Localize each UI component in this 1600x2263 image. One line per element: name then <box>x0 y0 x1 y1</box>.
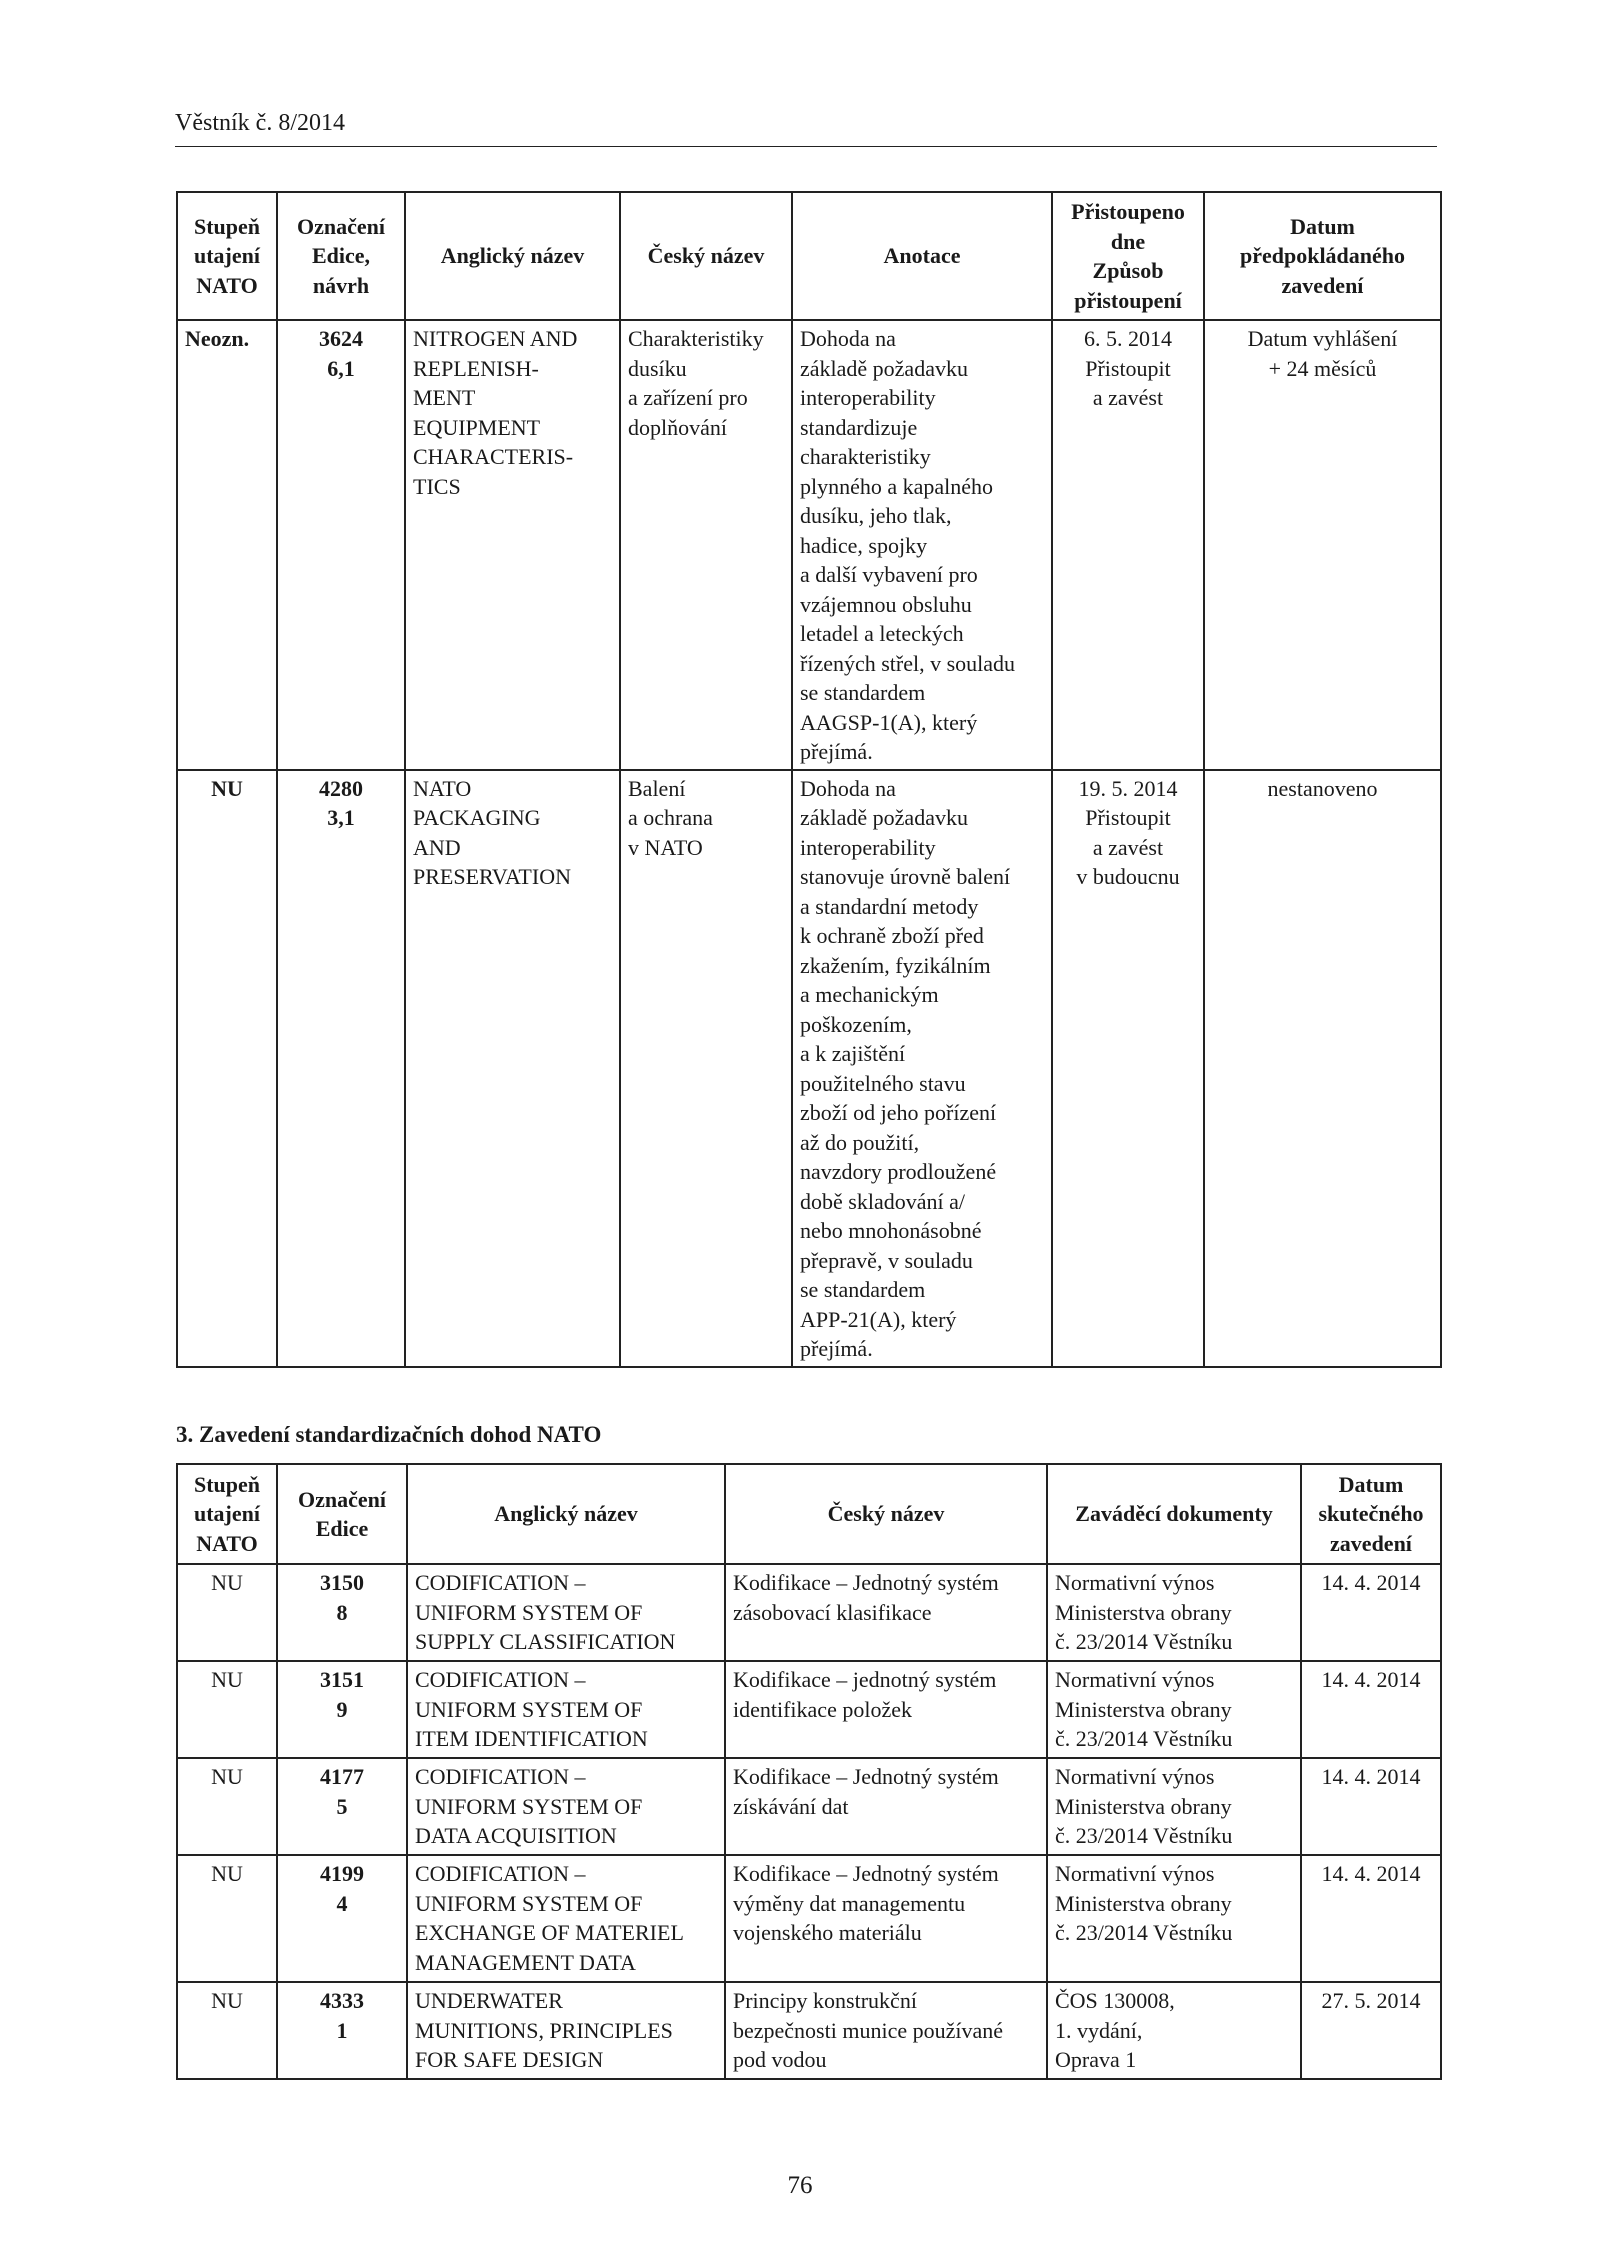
classification-cell: NU <box>177 1564 277 1661</box>
header-czech-name: Český název <box>620 192 792 320</box>
czech-name-cell: Kodifikace – Jednotný systém výměny dat managementu vojenského materiálu <box>725 1855 1047 1982</box>
designation-cell: 4280 3,1 <box>277 770 405 1367</box>
page-header <box>175 110 1437 147</box>
designation-cell: 3151 9 <box>277 1661 407 1758</box>
classification-cell: Neozn. <box>177 320 277 770</box>
table-row <box>177 1758 1441 1855</box>
english-name-cell: NITROGEN AND REPLENISH- MENT EQUIPMENT CHARACTERIS- TICS <box>405 320 620 770</box>
table-row <box>177 1564 1441 1661</box>
documents-cell: Normativní výnos Ministerstva obrany č. 23/2014 Věstníku <box>1047 1661 1301 1758</box>
journal-title: Věstník č. 8/2014 <box>175 110 345 136</box>
annotation-cell: Dohoda na základě požadavku interoperability stanovuje úrovně balení a standardní metody k ochraně zboží před zkažením, fyzikálním a mechanickým poškozením, a k zajištění použitelného stavu zboží od jeho pořízení až do použití, navzdory prodloužené době skladování a/ nebo mnohonásobné přepravě, v souladu se standardem APP-21(A), který přejímá. <box>792 770 1052 1367</box>
designation-cell: 4177 5 <box>277 1758 407 1855</box>
table-row <box>177 770 1441 1367</box>
czech-name-cell: Balení a ochrana v NATO <box>620 770 792 1367</box>
czech-name-cell: Kodifikace – Jednotný systém zásobovací klasifikace <box>725 1564 1047 1661</box>
date-cell: 14. 4. 2014 <box>1301 1855 1441 1982</box>
annotation-cell: Dohoda na základě požadavku interoperability standardizuje charakteristiky plynného a kapalného dusíku, jeho tlak, hadice, spojky a další vybavení pro vzájemnou obsluhu letadel a leteckých řízených střel, v souladu se standardem AAGSP-1(A), který přejímá. <box>792 320 1052 770</box>
czech-name-cell: Kodifikace – Jednotný systém získávání dat <box>725 1758 1047 1855</box>
czech-name-cell: Principy konstrukční bezpečnosti munice používané pod vodou <box>725 1982 1047 2079</box>
designation-cell: 4199 4 <box>277 1855 407 1982</box>
czech-name-cell: Kodifikace – jednotný systém identifikace položek <box>725 1661 1047 1758</box>
header-czech-name: Český název <box>725 1464 1047 1564</box>
classification-cell: NU <box>177 1661 277 1758</box>
expected-date-cell: Datum vyhlášení + 24 měsíců <box>1204 320 1441 770</box>
english-name-cell: CODIFICATION – UNIFORM SYSTEM OF SUPPLY CLASSIFICATION <box>407 1564 725 1661</box>
classification-cell: NU <box>177 1982 277 2079</box>
classification-cell: NU <box>177 1758 277 1855</box>
standards-implementation-table <box>176 1463 1442 2080</box>
accession-cell: 19. 5. 2014 Přistoupit a zavést v budoucnu <box>1052 770 1204 1367</box>
header-designation: Označení Edice, návrh <box>277 192 405 320</box>
expected-date-cell: nestanoveno <box>1204 770 1441 1367</box>
english-name-cell: UNDERWATER MUNITIONS, PRINCIPLES FOR SAFE DESIGN <box>407 1982 725 2079</box>
header-designation: Označení Edice <box>277 1464 407 1564</box>
documents-cell: ČOS 130008, 1. vydání, Oprava 1 <box>1047 1982 1301 2079</box>
english-name-cell: CODIFICATION – UNIFORM SYSTEM OF DATA ACQUISITION <box>407 1758 725 1855</box>
standards-accession-table <box>176 191 1442 1368</box>
documents-cell: Normativní výnos Ministerstva obrany č. 23/2014 Věstníku <box>1047 1758 1301 1855</box>
header-classification: Stupeň utajení NATO <box>177 192 277 320</box>
header-expected-date: Datum předpokládaného zavedení <box>1204 192 1441 320</box>
table-row <box>177 1855 1441 1982</box>
designation-cell: 3150 8 <box>277 1564 407 1661</box>
classification-cell: NU <box>177 1855 277 1982</box>
header-actual-date: Datum skutečného zavedení <box>1301 1464 1441 1564</box>
header-english-name: Anglický název <box>407 1464 725 1564</box>
page-number: 76 <box>787 2172 813 2199</box>
english-name-cell: NATO PACKAGING AND PRESERVATION <box>405 770 620 1367</box>
table-header-row <box>177 1464 1441 1564</box>
designation-cell: 4333 1 <box>277 1982 407 2079</box>
table-row <box>177 320 1441 770</box>
date-cell: 27. 5. 2014 <box>1301 1982 1441 2079</box>
documents-cell: Normativní výnos Ministerstva obrany č. 23/2014 Věstníku <box>1047 1564 1301 1661</box>
documents-cell: Normativní výnos Ministerstva obrany č. 23/2014 Věstníku <box>1047 1855 1301 1982</box>
designation-cell: 3624 6,1 <box>277 320 405 770</box>
classification-cell: NU <box>177 770 277 1367</box>
date-cell: 14. 4. 2014 <box>1301 1758 1441 1855</box>
section-title: 3. Zavedení standardizačních dohod NATO <box>176 1422 602 1447</box>
czech-name-cell: Charakteristiky dusíku a zařízení pro doplňování <box>620 320 792 770</box>
table-row <box>177 1661 1441 1758</box>
header-english-name: Anglický název <box>405 192 620 320</box>
table-header-row <box>177 192 1441 320</box>
table-row <box>177 1982 1441 2079</box>
english-name-cell: CODIFICATION – UNIFORM SYSTEM OF ITEM IDENTIFICATION <box>407 1661 725 1758</box>
date-cell: 14. 4. 2014 <box>1301 1661 1441 1758</box>
header-annotation: Anotace <box>792 192 1052 320</box>
accession-cell: 6. 5. 2014 Přistoupit a zavést <box>1052 320 1204 770</box>
header-classification: Stupeň utajení NATO <box>177 1464 277 1564</box>
header-accession: Přistoupeno dne Způsob přistoupení <box>1052 192 1204 320</box>
english-name-cell: CODIFICATION – UNIFORM SYSTEM OF EXCHANGE OF MATERIEL MANAGEMENT DATA <box>407 1855 725 1982</box>
date-cell: 14. 4. 2014 <box>1301 1564 1441 1661</box>
header-documents: Zaváděcí dokumenty <box>1047 1464 1301 1564</box>
